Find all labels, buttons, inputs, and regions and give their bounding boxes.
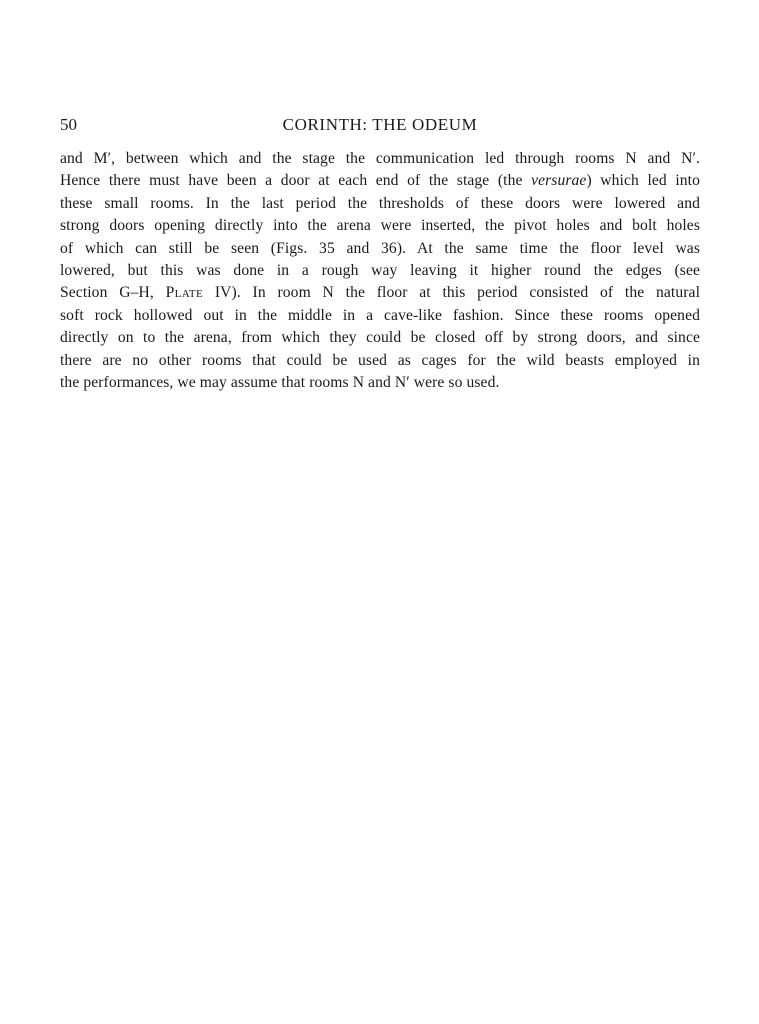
smallcaps-text: Plate [165,284,204,302]
body-paragraph [60,148,700,394]
page-number: 50 [60,115,77,134]
text-line [60,148,700,170]
text-line [60,327,700,349]
text-line [60,305,700,327]
text-segment: there are no other rooms that could be used as cages for the wild beasts employed in [60,351,700,369]
text-segment: Section G–H, [60,284,166,302]
running-head [60,113,700,137]
running-title: CORINTH: THE ODEUM [282,115,478,134]
text-segment: and M′, between which and the stage the communication led through rooms N and N′. [60,150,700,167]
text-segment: ) which led into [586,172,701,190]
text-segment: lowered, but this was done in a rough way leaving it higher round the edges (see [60,261,700,279]
text-line [60,372,700,394]
text-segment: directly on to the arena, from which they could be closed off by strong doors, and since [60,329,700,347]
text-segment: the performances, we may assume that rooms N and N′ were so used. [60,373,500,391]
text-segment: strong doors opening directly into the arena were inserted, the pivot holes and bolt holes [60,217,700,235]
text-line [60,282,700,304]
italic-text: versurae [531,172,587,190]
text-line [60,260,700,282]
text-line [60,238,700,260]
text-segment: IV). In room N the floor at this period consisted of the natural [203,284,700,302]
text-segment: soft rock hollowed out in the middle in a cave-like fashion. Since these rooms opened [60,306,700,324]
text-line [60,170,700,192]
text-segment: these small rooms. In the last period the thresholds of these doors were lowered and [60,194,700,212]
text-segment: Hence there must have been a door at each end of the stage (the [60,172,532,190]
text-segment: of which can still be seen (Figs. 35 and 36). At the same time the floor level was [60,239,700,257]
text-line [60,193,700,215]
text-line [60,350,700,372]
text-line [60,215,700,237]
